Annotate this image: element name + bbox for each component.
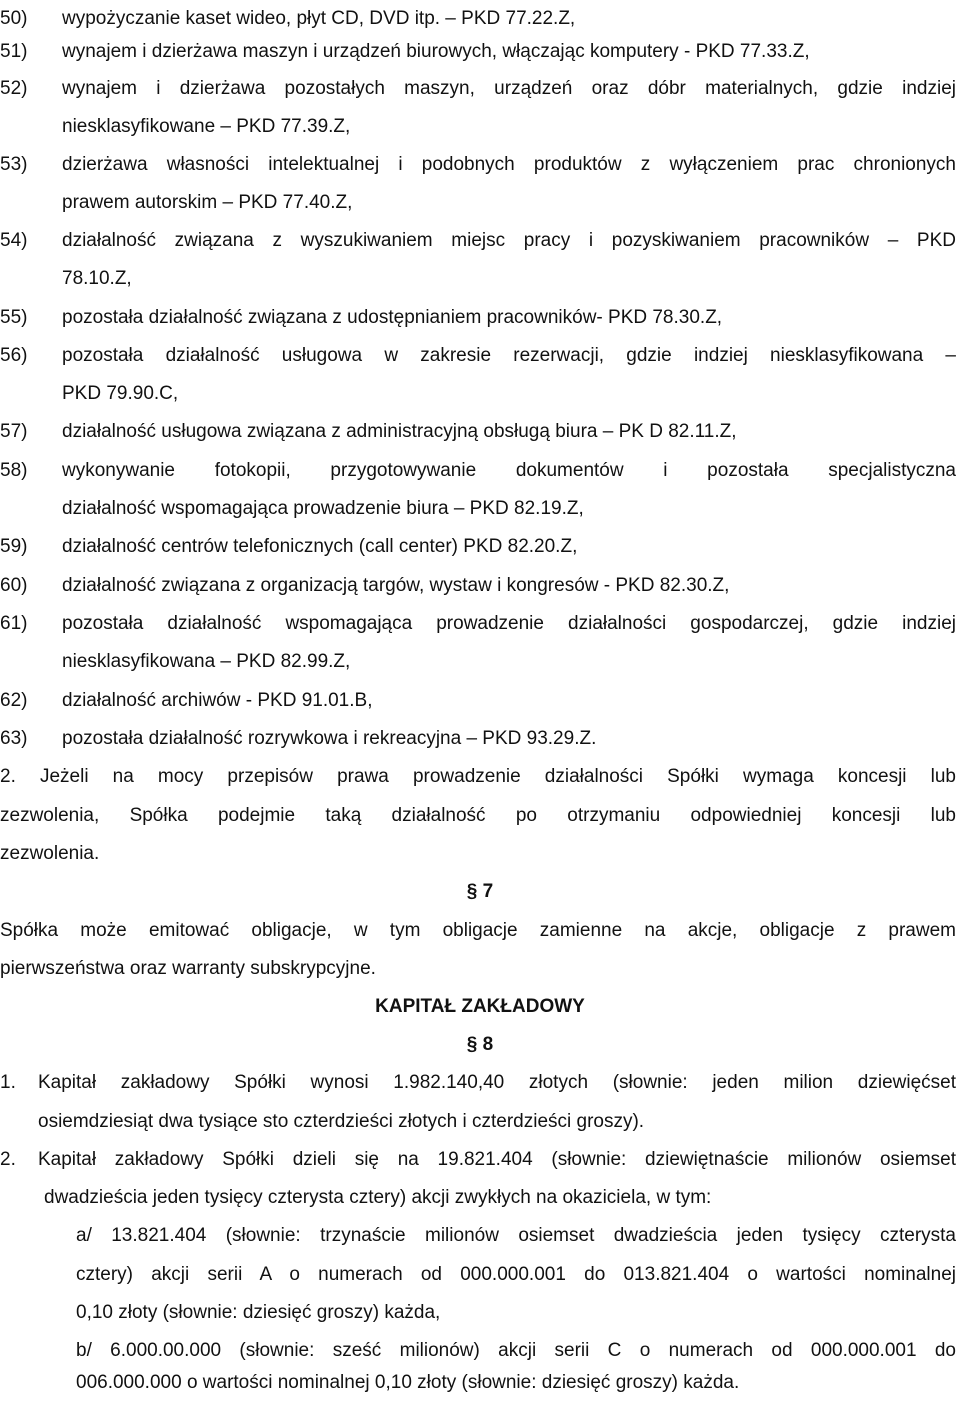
item-number: 1.: [0, 1072, 16, 1093]
capital-heading: KAPITAŁ ZAKŁADOWY: [375, 996, 585, 1017]
paragraph-line: [0, 912, 960, 950]
list-item: [0, 337, 960, 375]
list-item-continuation: [0, 108, 960, 146]
item-text: pozostała działalność usługowa w zakresie rezerwacji, gdzie indziej niesklasyfikowana –: [62, 345, 956, 366]
sub-list-item: [0, 1217, 960, 1255]
item-text: działalność związana z wyszukiwaniem miejsc pracy i pozyskiwaniem pracowników – PKD: [62, 230, 956, 251]
list-item: [0, 146, 960, 184]
section-8-heading: § 8: [466, 1034, 494, 1055]
list-item-continuation: [0, 375, 960, 413]
item-text: wynajem i dzierżawa pozostałych maszyn, urządzeń oraz dóbr materialnych, gdzie indziej: [62, 78, 956, 99]
list-item: [0, 682, 960, 720]
sub-item-text: 006.000.000 o wartości nominalnej 0,10 złoty (słownie: dziesięć groszy) każda.: [76, 1372, 740, 1393]
sub-item-text: b/ 6.000.00.000 (słownie: sześć milionów) akcji serii C o numerach od 000.000.001 do: [76, 1340, 956, 1361]
list-item-continuation: [0, 643, 960, 681]
list-item: [0, 1141, 960, 1179]
item-number: 55): [0, 307, 28, 328]
item-text: działalność związana z organizacją targów, wystaw i kongresów - PKD 82.30.Z,: [62, 575, 730, 596]
item-text: dwadzieścia jeden tysięcy czterysta cztery) akcji zwykłych na okaziciela, w tym:: [44, 1187, 712, 1208]
list-item: [0, 720, 960, 758]
item-text: prawem autorskim – PKD 77.40.Z,: [62, 192, 353, 213]
section-heading: [0, 1026, 960, 1064]
item-text: 78.10.Z,: [62, 268, 132, 289]
item-number: 56): [0, 345, 28, 366]
item-number: 63): [0, 728, 28, 749]
list-item-continuation: [0, 1103, 960, 1141]
paragraph-text: Spółka może emitować obligacje, w tym obligacje zamienne na akcje, obligacje z prawem: [0, 920, 956, 941]
list-item: [0, 452, 960, 490]
item-text: działalność usługowa związana z administracyjną obsługą biura – PK D 82.11.Z,: [62, 421, 737, 442]
item-number: 62): [0, 690, 28, 711]
item-text: Kapitał zakładowy Spółki wynosi 1.982.140,40 złotych (słownie: jeden milion dziewięćset: [38, 1072, 956, 1093]
sub-list-item-continuation: [0, 1256, 960, 1294]
paragraph-line: [0, 758, 960, 796]
list-item: [0, 70, 960, 108]
list-item: [0, 528, 960, 566]
item-text: wypożyczanie kaset wideo, płyt CD, DVD itp. – PKD 77.22.Z,: [62, 8, 576, 29]
sub-item-text: cztery) akcji serii A o numerach od 000.000.001 do 013.821.404 o wartości nominalnej: [76, 1264, 956, 1285]
item-text: PKD 79.90.C,: [62, 383, 179, 404]
list-item: [0, 413, 960, 451]
paragraph-text: 2. Jeżeli na mocy przepisów prawa prowadzenie działalności Spółki wymaga koncesji lub: [0, 766, 956, 787]
list-item: [0, 222, 960, 260]
list-item-continuation: [0, 184, 960, 222]
item-number: 2.: [0, 1149, 16, 1170]
item-text: działalność centrów telefonicznych (call center) PKD 82.20.Z,: [62, 536, 578, 557]
paragraph-text: zezwolenia, Spółka podejmie taką działalność po otrzymaniu odpowiedniej koncesji lub: [0, 805, 956, 826]
item-number: 54): [0, 230, 28, 251]
item-number: 61): [0, 613, 28, 634]
item-text: dzierżawa własności intelektualnej i podobnych produktów z wyłączeniem prac chronionych: [62, 154, 956, 175]
list-item: [0, 605, 960, 643]
list-item-continuation: [0, 260, 960, 298]
list-item: [0, 33, 960, 71]
chapter-heading: [0, 988, 960, 1026]
item-text: pozostała działalność wspomagająca prowadzenie działalności gospodarczej, gdzie indziej: [62, 613, 956, 634]
paragraph-text: zezwolenia.: [0, 843, 100, 864]
list-item-continuation: [0, 1179, 960, 1217]
item-text: niesklasyfikowana – PKD 82.99.Z,: [62, 651, 351, 672]
item-text: wykonywanie fotokopii, przygotowywanie dokumentów i pozostała specjalistyczna: [62, 460, 956, 481]
list-item: [0, 567, 960, 605]
item-text: działalność wspomagająca prowadzenie biura – PKD 82.19.Z,: [62, 498, 584, 519]
paragraph-line: [0, 950, 960, 988]
paragraph-line: [0, 797, 960, 835]
item-number: 57): [0, 421, 28, 442]
item-number: 52): [0, 78, 28, 99]
sub-item-text: a/ 13.821.404 (słownie: trzynaście milionów osiemset dwadzieścia jeden tysięcy czterysta: [76, 1225, 956, 1246]
item-text: wynajem i dzierżawa maszyn i urządzeń biurowych, włączając komputery - PKD 77.33.Z,: [62, 41, 810, 62]
paragraph-line: [0, 835, 960, 873]
item-text: niesklasyfikowane – PKD 77.39.Z,: [62, 116, 351, 137]
item-number: 50): [0, 8, 28, 29]
item-number: 60): [0, 575, 28, 596]
section-7-heading: § 7: [466, 881, 494, 902]
item-text: pozostała działalność rozrywkowa i rekreacyjna – PKD 93.29.Z.: [62, 728, 597, 749]
paragraph-text: pierwszeństwa oraz warranty subskrypcyjne.: [0, 958, 376, 979]
list-item: [0, 299, 960, 337]
sub-list-item-continuation: [0, 1364, 960, 1402]
item-number: 58): [0, 460, 28, 481]
item-number: 59): [0, 536, 28, 557]
sub-item-text: 0,10 złoty (słownie: dziesięć groszy) każda,: [76, 1302, 441, 1323]
item-number: 53): [0, 154, 28, 175]
item-text: pozostała działalność związana z udostępnianiem pracowników- PKD 78.30.Z,: [62, 307, 723, 328]
item-number: 51): [0, 41, 28, 62]
list-item: [0, 1064, 960, 1102]
item-text: Kapitał zakładowy Spółki dzieli się na 19.821.404 (słownie: dziewiętnaście milionów osiemset: [38, 1149, 956, 1170]
list-item-continuation: [0, 490, 960, 528]
item-text: osiemdziesiąt dwa tysiące sto czterdzieści złotych i czterdzieści groszy).: [38, 1111, 645, 1132]
section-heading: [0, 873, 960, 911]
sub-list-item-continuation: [0, 1294, 960, 1332]
item-text: działalność archiwów - PKD 91.01.B,: [62, 690, 373, 711]
